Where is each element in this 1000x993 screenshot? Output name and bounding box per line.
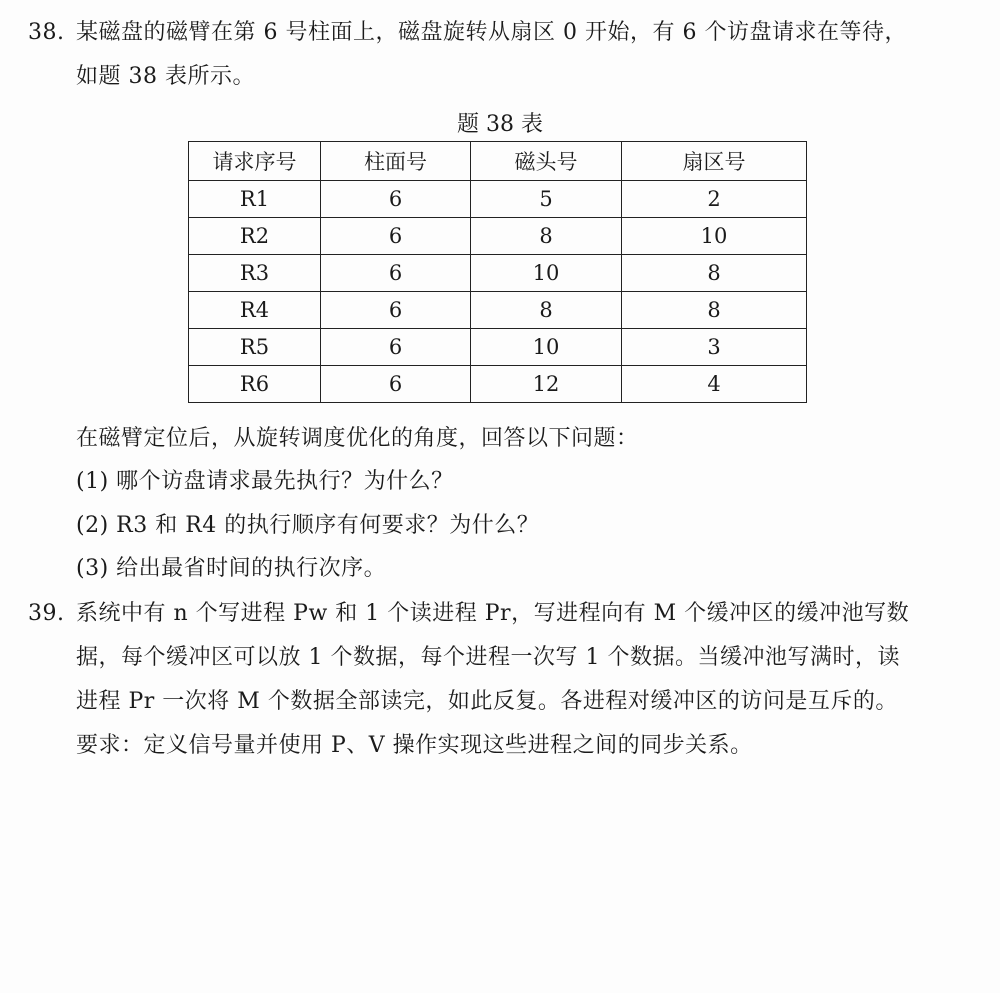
q38-line-2: 如题 38 表所示。 bbox=[76, 64, 255, 89]
cell-request-id: R2 bbox=[189, 218, 321, 255]
cell-head: 8 bbox=[471, 292, 622, 329]
q38-line-1 bbox=[28, 18, 907, 48]
q38-text-1: 某磁盘的磁臂在第 6 号柱面上，磁盘旋转从扇区 0 开始，有 6 个访盘请求在等待， bbox=[76, 20, 907, 45]
cell-request-id: R1 bbox=[189, 181, 321, 218]
table-row bbox=[189, 181, 807, 218]
q39-text-1: 系统中有 n 个写进程 Pw 和 1 个读进程 Pr，写进程向有 M 个缓冲区的缓冲池写数 bbox=[76, 601, 910, 626]
cell-request-id: R5 bbox=[189, 329, 321, 366]
table-row bbox=[189, 255, 807, 292]
cell-sector: 8 bbox=[622, 292, 807, 329]
cell-sector: 4 bbox=[622, 366, 807, 403]
q39-line-3: 进程 Pr 一次将 M 个数据全部读完，如此反复。各进程对缓冲区的访问是互斥的。 bbox=[76, 689, 898, 714]
q38-prompt: 在磁臂定位后，从旋转调度优化的角度，回答以下问题： bbox=[76, 426, 639, 451]
q38-number: 38. bbox=[28, 20, 65, 45]
cell-head: 12 bbox=[471, 366, 622, 403]
q39-line-4: 要求：定义信号量并使用 P、V 操作实现这些进程之间的同步关系。 bbox=[76, 733, 753, 758]
cell-cylinder: 6 bbox=[321, 366, 471, 403]
cell-request-id: R6 bbox=[189, 366, 321, 403]
cell-cylinder: 6 bbox=[321, 181, 471, 218]
header-sector: 扇区号 bbox=[622, 142, 807, 181]
q38-sub-question-2: (2) R3 和 R4 的执行顺序有何要求？为什么？ bbox=[76, 513, 540, 538]
q39-number: 39. bbox=[28, 601, 65, 626]
q39-line-2: 据，每个缓冲区可以放 1 个数据，每个进程一次写 1 个数据。当缓冲池写满时，读 bbox=[76, 645, 900, 670]
cell-sector: 2 bbox=[622, 181, 807, 218]
cell-cylinder: 6 bbox=[321, 329, 471, 366]
cell-head: 5 bbox=[471, 181, 622, 218]
table-caption: 题 38 表 bbox=[457, 112, 543, 137]
table-row bbox=[189, 329, 807, 366]
cell-sector: 10 bbox=[622, 218, 807, 255]
table-row bbox=[189, 218, 807, 255]
table-header-row bbox=[189, 142, 807, 181]
header-head: 磁头号 bbox=[471, 142, 622, 181]
header-request-id: 请求序号 bbox=[189, 142, 321, 181]
table-row bbox=[189, 292, 807, 329]
q38-sub-question-1: (1) 哪个访盘请求最先执行？为什么？ bbox=[76, 469, 454, 494]
q39-line-1 bbox=[28, 599, 909, 629]
cell-head: 10 bbox=[471, 329, 622, 366]
cell-cylinder: 6 bbox=[321, 255, 471, 292]
cell-cylinder: 6 bbox=[321, 218, 471, 255]
cell-head: 8 bbox=[471, 218, 622, 255]
header-cylinder: 柱面号 bbox=[321, 142, 471, 181]
cell-cylinder: 6 bbox=[321, 292, 471, 329]
table-row bbox=[189, 366, 807, 403]
cell-request-id: R4 bbox=[189, 292, 321, 329]
cell-sector: 8 bbox=[622, 255, 807, 292]
cell-request-id: R3 bbox=[189, 255, 321, 292]
cell-sector: 3 bbox=[622, 329, 807, 366]
q38-sub-question-3: (3) 给出最省时间的执行次序。 bbox=[76, 556, 387, 581]
disk-request-table bbox=[188, 141, 807, 403]
cell-head: 10 bbox=[471, 255, 622, 292]
